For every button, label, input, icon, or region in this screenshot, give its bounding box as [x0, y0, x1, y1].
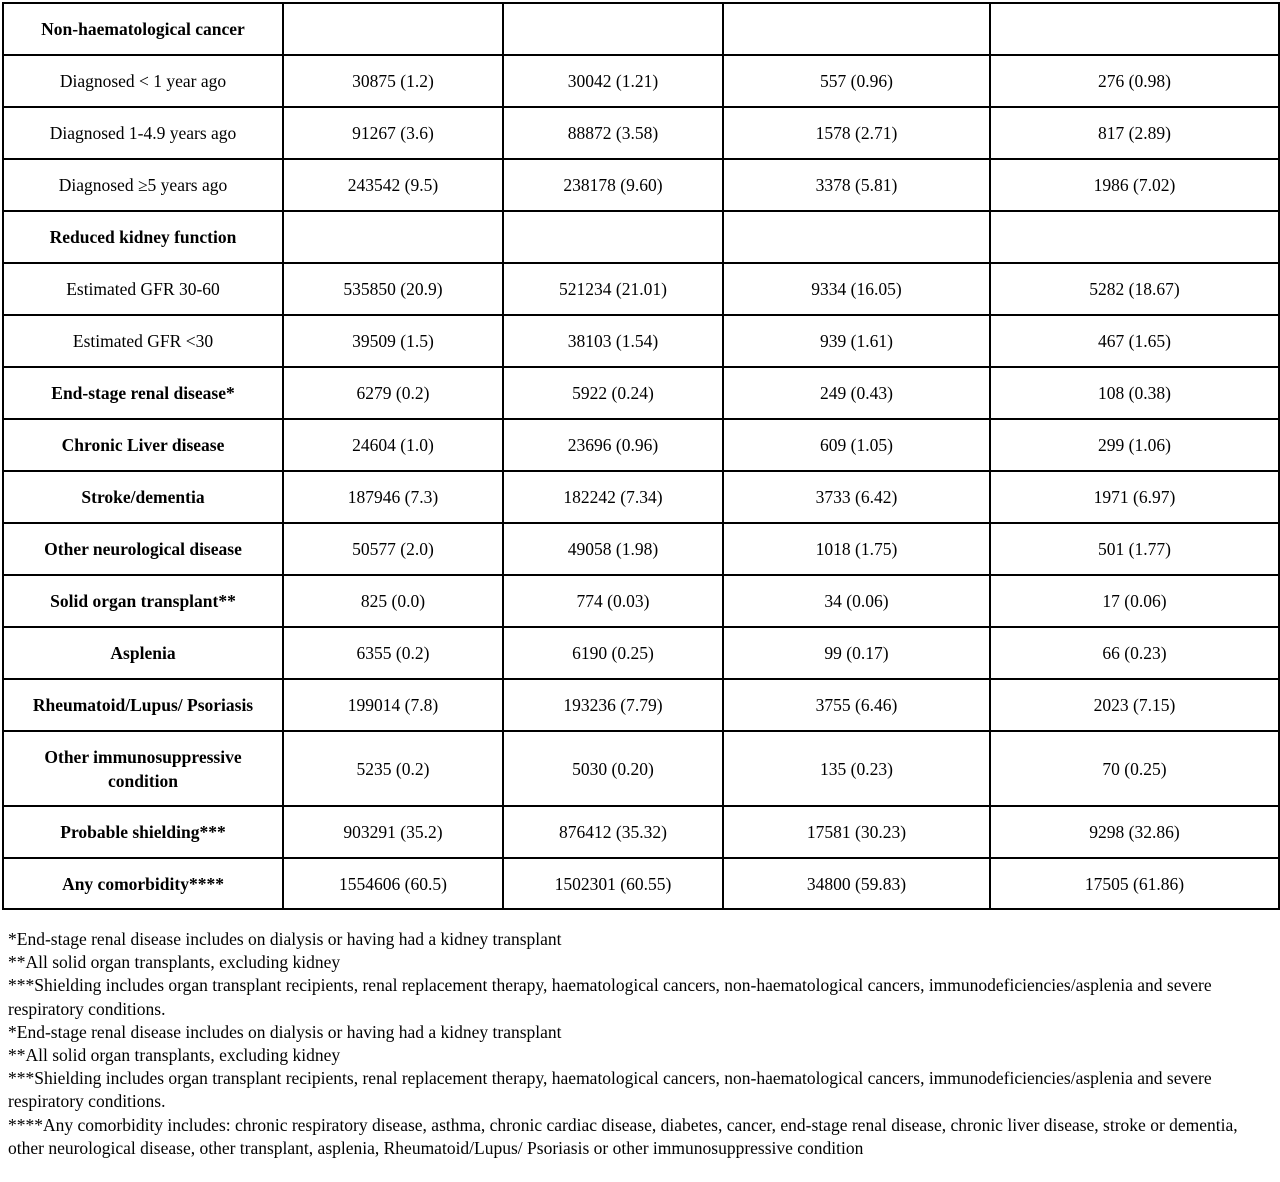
table-cell: 1578 (2.71): [723, 107, 990, 159]
row-label: Diagnosed ≥5 years ago: [3, 159, 283, 211]
table-cell: [283, 211, 503, 263]
footnote: ***Shielding includes organ transplant recipients, renal replacement therapy, haematological cancers, non-haematological cancers, immunodeficiencies/asplenia and severe respiratory conditions.: [8, 1068, 1212, 1112]
row-label: Asplenia: [3, 627, 283, 679]
table-cell: 135 (0.23): [723, 731, 990, 806]
table-cell: 193236 (7.79): [503, 679, 723, 731]
table-cell: 24604 (1.0): [283, 419, 503, 471]
table-cell: 6190 (0.25): [503, 627, 723, 679]
table-cell: [723, 211, 990, 263]
table-cell: 535850 (20.9): [283, 263, 503, 315]
table-row: [3, 731, 1279, 806]
table-cell: 182242 (7.34): [503, 471, 723, 523]
row-label: Solid organ transplant**: [3, 575, 283, 627]
table-cell: 17 (0.06): [990, 575, 1279, 627]
table-cell: 9298 (32.86): [990, 806, 1279, 858]
table-cell: [503, 3, 723, 55]
table-row: [3, 107, 1279, 159]
table-row: [3, 211, 1279, 263]
table-row: [3, 315, 1279, 367]
table-row: [3, 367, 1279, 419]
table-cell: 3733 (6.42): [723, 471, 990, 523]
table-cell: 774 (0.03): [503, 575, 723, 627]
table-cell: [503, 211, 723, 263]
table-cell: 6355 (0.2): [283, 627, 503, 679]
table-cell: 99 (0.17): [723, 627, 990, 679]
table-cell: 501 (1.77): [990, 523, 1279, 575]
comorbidity-table: [2, 2, 1280, 910]
table-row: [3, 679, 1279, 731]
table-cell: 243542 (9.5): [283, 159, 503, 211]
table-cell: 5282 (18.67): [990, 263, 1279, 315]
table-cell: 299 (1.06): [990, 419, 1279, 471]
table-cell: 39509 (1.5): [283, 315, 503, 367]
table-cell: 30875 (1.2): [283, 55, 503, 107]
table-row: [3, 575, 1279, 627]
table-cell: 825 (0.0): [283, 575, 503, 627]
table-cell: [990, 3, 1279, 55]
table-row: [3, 263, 1279, 315]
table-body: [3, 3, 1279, 909]
table-cell: 939 (1.61): [723, 315, 990, 367]
footnote: *End-stage renal disease includes on dialysis or having had a kidney transplant: [8, 929, 562, 949]
table-cell: [723, 3, 990, 55]
table-cell: 9334 (16.05): [723, 263, 990, 315]
table-cell: 1554606 (60.5): [283, 858, 503, 909]
table-cell: 23696 (0.96): [503, 419, 723, 471]
table-cell: [283, 3, 503, 55]
table-cell: 30042 (1.21): [503, 55, 723, 107]
row-label: Non-haematological cancer: [3, 3, 283, 55]
table-row: [3, 523, 1279, 575]
table-cell: 5922 (0.24): [503, 367, 723, 419]
table-cell: 50577 (2.0): [283, 523, 503, 575]
table-cell: 467 (1.65): [990, 315, 1279, 367]
table-cell: 903291 (35.2): [283, 806, 503, 858]
table-row: [3, 471, 1279, 523]
table-row: [3, 627, 1279, 679]
table-cell: 521234 (21.01): [503, 263, 723, 315]
table-cell: 108 (0.38): [990, 367, 1279, 419]
table-cell: 1986 (7.02): [990, 159, 1279, 211]
footnote: *End-stage renal disease includes on dialysis or having had a kidney transplant: [8, 1021, 562, 1042]
table-cell: 38103 (1.54): [503, 315, 723, 367]
table-row: [3, 159, 1279, 211]
table-cell: 876412 (35.32): [503, 806, 723, 858]
table-cell: 2023 (7.15): [990, 679, 1279, 731]
table-cell: 3378 (5.81): [723, 159, 990, 211]
footnote: **All solid organ transplants, excluding kidney: [8, 1045, 341, 1066]
table-cell: 70 (0.25): [990, 731, 1279, 806]
row-label: Other neurological disease: [3, 523, 283, 575]
row-label: Chronic Liver disease: [3, 419, 283, 471]
row-label: Reduced kidney function: [3, 211, 283, 263]
table-row: [3, 3, 1279, 55]
table-cell: 1018 (1.75): [723, 523, 990, 575]
table-cell: 66 (0.23): [990, 627, 1279, 679]
table-cell: 34 (0.06): [723, 575, 990, 627]
table-cell: 238178 (9.60): [503, 159, 723, 211]
row-label: Diagnosed 1-4.9 years ago: [3, 107, 283, 159]
row-label: Estimated GFR 30-60: [3, 263, 283, 315]
table-cell: 17581 (30.23): [723, 806, 990, 858]
table-cell: 187946 (7.3): [283, 471, 503, 523]
footnotes: [8, 928, 1268, 1160]
row-label: Diagnosed < 1 year ago: [3, 55, 283, 107]
table-cell: 1502301 (60.55): [503, 858, 723, 909]
footnote: ***Shielding includes organ transplant recipients, renal replacement therapy, haematological cancers, non-haematological cancers, immunodeficiencies/asplenia and severe respiratory conditions.: [8, 975, 1212, 1019]
footnote: **All solid organ transplants, excluding kidney: [8, 952, 341, 973]
table-cell: 1971 (6.97): [990, 471, 1279, 523]
table-cell: 557 (0.96): [723, 55, 990, 107]
table-cell: 91267 (3.6): [283, 107, 503, 159]
row-label: End-stage renal disease*: [3, 367, 283, 419]
table-row: [3, 55, 1279, 107]
table-cell: 5030 (0.20): [503, 731, 723, 806]
table-cell: 88872 (3.58): [503, 107, 723, 159]
table-cell: [990, 211, 1279, 263]
table-cell: 609 (1.05): [723, 419, 990, 471]
row-label: Stroke/dementia: [3, 471, 283, 523]
table-cell: 249 (0.43): [723, 367, 990, 419]
row-label: Probable shielding***: [3, 806, 283, 858]
table-cell: 199014 (7.8): [283, 679, 503, 731]
table-cell: 6279 (0.2): [283, 367, 503, 419]
table-cell: 5235 (0.2): [283, 731, 503, 806]
table-row: [3, 419, 1279, 471]
table-cell: 49058 (1.98): [503, 523, 723, 575]
row-label: Rheumatoid/Lupus/ Psoriasis: [3, 679, 283, 731]
table-row: [3, 858, 1279, 909]
table-cell: 34800 (59.83): [723, 858, 990, 909]
row-label: Estimated GFR <30: [3, 315, 283, 367]
table-cell: 276 (0.98): [990, 55, 1279, 107]
table-cell: 817 (2.89): [990, 107, 1279, 159]
table-row: [3, 806, 1279, 858]
table-cell: 3755 (6.46): [723, 679, 990, 731]
row-label: Any comorbidity****: [3, 858, 283, 909]
row-label: Other immunosuppressive condition: [3, 731, 283, 806]
footnote: ****Any comorbidity includes: chronic respiratory disease, asthma, chronic cardiac disease, diabetes, cancer, end-stage renal disease, chronic liver disease, stroke or dementia, other neurological disease, other transplant, asplenia, Rheumatoid/Lupus/ Psoriasis or other immunosuppressive condition: [8, 1114, 1238, 1158]
table-cell: 17505 (61.86): [990, 858, 1279, 909]
